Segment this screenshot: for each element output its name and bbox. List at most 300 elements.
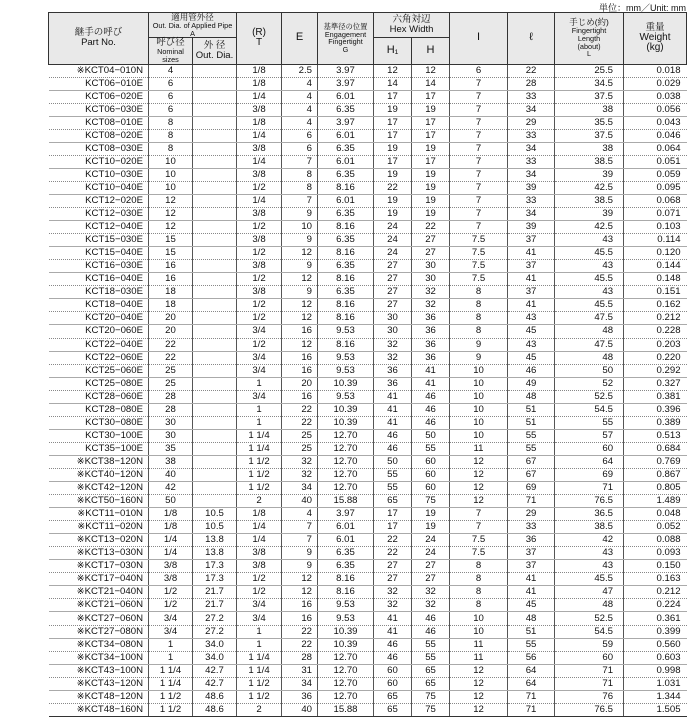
table-row	[49, 664, 687, 677]
cell-e: 7	[282, 155, 318, 168]
cell-part-no: KCT15−040E	[49, 247, 149, 260]
cell-engagement-g: 6.01	[318, 129, 374, 142]
cell-i: 10	[450, 403, 508, 416]
cell-hex-h1: 17	[374, 521, 412, 534]
cell-e: 12	[282, 573, 318, 586]
cell-length-l: 48	[555, 351, 624, 364]
cell-e: 9	[282, 286, 318, 299]
cell-i: 7	[450, 168, 508, 181]
cell-i: 7.5	[450, 260, 508, 273]
cell-length-l: 52.5	[555, 390, 624, 403]
cell-length-l: 76.5	[555, 703, 624, 716]
cell-i: 8	[450, 599, 508, 612]
header-e: E	[282, 13, 318, 65]
cell-i: 7	[450, 508, 508, 521]
cell-l: 45	[508, 325, 555, 338]
cell-nominal-size: 1 1/4	[149, 664, 193, 677]
cell-e: 9	[282, 234, 318, 247]
header-i: I	[450, 13, 508, 65]
cell-hex-h: 65	[412, 677, 450, 690]
cell-l: 67	[508, 468, 555, 481]
cell-i: 7	[450, 142, 508, 155]
cell-length-l: 54.5	[555, 625, 624, 638]
cell-length-l: 42.5	[555, 181, 624, 194]
cell-length-l: 71	[555, 677, 624, 690]
cell-part-no: ※KCT27−080N	[49, 625, 149, 638]
cell-l: 33	[508, 194, 555, 207]
cell-e: 16	[282, 325, 318, 338]
cell-length-l: 57	[555, 429, 624, 442]
cell-part-no: KCT28−080E	[49, 403, 149, 416]
cell-out-dia: 27.2	[193, 612, 237, 625]
cell-thread-t: 1 1/2	[237, 455, 282, 468]
cell-length-l: 43	[555, 286, 624, 299]
cell-out-dia	[193, 299, 237, 312]
cell-weight: 0.603	[624, 651, 687, 664]
cell-hex-h: 19	[412, 168, 450, 181]
table-row	[49, 77, 687, 90]
cell-engagement-g: 6.35	[318, 142, 374, 155]
cell-weight: 1.344	[624, 690, 687, 703]
cell-out-dia	[193, 273, 237, 286]
cell-l: 41	[508, 573, 555, 586]
cell-engagement-g: 8.16	[318, 338, 374, 351]
cell-weight: 0.150	[624, 560, 687, 573]
cell-nominal-size: 10	[149, 168, 193, 181]
cell-length-l: 43	[555, 234, 624, 247]
cell-thread-t: 1/4	[237, 521, 282, 534]
cell-hex-h1: 17	[374, 508, 412, 521]
cell-out-dia	[193, 260, 237, 273]
table-row	[49, 547, 687, 560]
cell-e: 16	[282, 390, 318, 403]
cell-weight: 0.059	[624, 168, 687, 181]
cell-hex-h: 46	[412, 403, 450, 416]
cell-out-dia	[193, 286, 237, 299]
cell-i: 10	[450, 364, 508, 377]
table-row	[49, 286, 687, 299]
table-row	[49, 325, 687, 338]
table-row	[49, 651, 687, 664]
cell-thread-t: 1/2	[237, 247, 282, 260]
cell-weight: 0.327	[624, 377, 687, 390]
cell-l: 33	[508, 155, 555, 168]
cell-i: 12	[450, 482, 508, 495]
cell-l: 33	[508, 90, 555, 103]
cell-weight: 0.684	[624, 442, 687, 455]
cell-nominal-size: 1/2	[149, 599, 193, 612]
cell-hex-h1: 46	[374, 442, 412, 455]
cell-thread-t: 1	[237, 377, 282, 390]
cell-nominal-size: 15	[149, 234, 193, 247]
table-row	[49, 64, 687, 77]
cell-length-l: 42	[555, 534, 624, 547]
cell-out-dia: 13.8	[193, 534, 237, 547]
cell-length-l: 43	[555, 560, 624, 573]
cell-engagement-g: 9.53	[318, 612, 374, 625]
cell-i: 6	[450, 64, 508, 77]
cell-length-l: 59	[555, 638, 624, 651]
cell-nominal-size: 1 1/4	[149, 677, 193, 690]
cell-hex-h: 19	[412, 208, 450, 221]
cell-hex-h1: 41	[374, 403, 412, 416]
table-row	[49, 377, 687, 390]
cell-nominal-size: 10	[149, 181, 193, 194]
cell-l: 51	[508, 416, 555, 429]
header-h: H	[412, 38, 450, 64]
cell-hex-h: 17	[412, 90, 450, 103]
cell-l: 39	[508, 221, 555, 234]
cell-e: 40	[282, 495, 318, 508]
cell-part-no: KCT06−020E	[49, 90, 149, 103]
cell-engagement-g: 10.39	[318, 403, 374, 416]
table-row	[49, 234, 687, 247]
cell-thread-t: 1 1/2	[237, 482, 282, 495]
cell-engagement-g: 9.53	[318, 390, 374, 403]
cell-e: 32	[282, 455, 318, 468]
cell-l: 36	[508, 534, 555, 547]
cell-hex-h1: 19	[374, 142, 412, 155]
cell-hex-h1: 22	[374, 547, 412, 560]
cell-i: 8	[450, 325, 508, 338]
cell-engagement-g: 12.70	[318, 468, 374, 481]
cell-engagement-g: 3.97	[318, 508, 374, 521]
cell-hex-h: 19	[412, 521, 450, 534]
cell-part-no: KCT12−030E	[49, 208, 149, 221]
cell-weight: 0.396	[624, 403, 687, 416]
cell-nominal-size: 3/8	[149, 560, 193, 573]
cell-l: 45	[508, 351, 555, 364]
cell-l: 55	[508, 429, 555, 442]
cell-part-no: KCT10−040E	[49, 181, 149, 194]
cell-hex-h1: 46	[374, 429, 412, 442]
cell-weight: 0.292	[624, 364, 687, 377]
cell-engagement-g: 10.39	[318, 638, 374, 651]
cell-l: 37	[508, 547, 555, 560]
cell-weight: 0.144	[624, 260, 687, 273]
cell-e: 28	[282, 651, 318, 664]
cell-hex-h: 36	[412, 325, 450, 338]
cell-e: 22	[282, 403, 318, 416]
cell-weight: 0.046	[624, 129, 687, 142]
cell-hex-h: 12	[412, 64, 450, 77]
cell-length-l: 39	[555, 208, 624, 221]
cell-hex-h: 46	[412, 416, 450, 429]
cell-e: 9	[282, 208, 318, 221]
cell-part-no: ※KCT04−010N	[49, 64, 149, 77]
cell-hex-h: 60	[412, 455, 450, 468]
cell-nominal-size: 1/8	[149, 521, 193, 534]
cell-weight: 0.103	[624, 221, 687, 234]
cell-weight: 0.018	[624, 64, 687, 77]
cell-thread-t: 1/8	[237, 64, 282, 77]
header-out-dia: 適用管外径 Out. Dia. of Applied Pipe A	[149, 13, 237, 38]
cell-thread-t: 1/2	[237, 312, 282, 325]
cell-part-no: ※KCT13−020N	[49, 534, 149, 547]
cell-e: 12	[282, 299, 318, 312]
cell-hex-h1: 27	[374, 260, 412, 273]
cell-thread-t: 1 1/4	[237, 429, 282, 442]
cell-i: 12	[450, 468, 508, 481]
cell-thread-t: 3/4	[237, 364, 282, 377]
cell-hex-h: 17	[412, 116, 450, 129]
cell-length-l: 60	[555, 651, 624, 664]
cell-part-no: KCT22−040E	[49, 338, 149, 351]
cell-nominal-size: 22	[149, 351, 193, 364]
cell-out-dia: 48.6	[193, 703, 237, 716]
cell-out-dia	[193, 90, 237, 103]
cell-hex-h1: 41	[374, 612, 412, 625]
cell-length-l: 45.5	[555, 573, 624, 586]
cell-e: 9	[282, 260, 318, 273]
cell-out-dia: 34.0	[193, 638, 237, 651]
cell-nominal-size: 1/2	[149, 586, 193, 599]
cell-part-no: ※KCT48−160N	[49, 703, 149, 716]
cell-weight: 0.120	[624, 247, 687, 260]
cell-hex-h: 46	[412, 390, 450, 403]
cell-i: 8	[450, 312, 508, 325]
cell-l: 51	[508, 403, 555, 416]
cell-thread-t: 1/8	[237, 508, 282, 521]
table-row	[49, 312, 687, 325]
cell-i: 11	[450, 651, 508, 664]
cell-nominal-size: 6	[149, 77, 193, 90]
cell-weight: 0.224	[624, 599, 687, 612]
cell-engagement-g: 8.16	[318, 221, 374, 234]
cell-part-no: KCT08−030E	[49, 142, 149, 155]
table-row	[49, 129, 687, 142]
cell-part-no: ※KCT48−120N	[49, 690, 149, 703]
cell-hex-h1: 65	[374, 703, 412, 716]
cell-engagement-g: 12.70	[318, 690, 374, 703]
cell-hex-h: 60	[412, 482, 450, 495]
cell-i: 12	[450, 664, 508, 677]
cell-out-dia	[193, 221, 237, 234]
cell-hex-h1: 27	[374, 560, 412, 573]
cell-length-l: 47.5	[555, 312, 624, 325]
cell-engagement-g: 3.97	[318, 116, 374, 129]
cell-l: 64	[508, 677, 555, 690]
cell-i: 7	[450, 116, 508, 129]
cell-out-dia	[193, 390, 237, 403]
cell-nominal-size: 1/4	[149, 534, 193, 547]
cell-hex-h: 55	[412, 638, 450, 651]
cell-engagement-g: 6.01	[318, 534, 374, 547]
table-row	[49, 260, 687, 273]
cell-l: 51	[508, 625, 555, 638]
cell-nominal-size: 10	[149, 155, 193, 168]
cell-l: 39	[508, 181, 555, 194]
cell-l: 55	[508, 638, 555, 651]
cell-thread-t: 2	[237, 703, 282, 716]
cell-weight: 0.381	[624, 390, 687, 403]
cell-hex-h: 27	[412, 247, 450, 260]
cell-e: 34	[282, 482, 318, 495]
cell-out-dia: 17.3	[193, 573, 237, 586]
spec-table-wrapper	[48, 12, 686, 717]
cell-hex-h: 27	[412, 573, 450, 586]
table-row	[49, 273, 687, 286]
table-row	[49, 442, 687, 455]
cell-nominal-size: 30	[149, 416, 193, 429]
cell-nominal-size: 40	[149, 468, 193, 481]
cell-length-l: 60	[555, 442, 624, 455]
cell-nominal-size: 1	[149, 651, 193, 664]
cell-length-l: 64	[555, 455, 624, 468]
table-row	[49, 103, 687, 116]
cell-i: 8	[450, 586, 508, 599]
cell-nominal-size: 6	[149, 103, 193, 116]
cell-nominal-size: 18	[149, 299, 193, 312]
cell-nominal-size: 1 1/2	[149, 703, 193, 716]
cell-i: 12	[450, 455, 508, 468]
cell-part-no: ※KCT27−060N	[49, 612, 149, 625]
cell-hex-h: 55	[412, 442, 450, 455]
cell-nominal-size: 28	[149, 403, 193, 416]
cell-weight: 0.513	[624, 429, 687, 442]
cell-engagement-g: 8.16	[318, 312, 374, 325]
cell-hex-h: 32	[412, 586, 450, 599]
cell-e: 8	[282, 181, 318, 194]
cell-length-l: 45.5	[555, 299, 624, 312]
cell-hex-h1: 46	[374, 651, 412, 664]
header-outdia: 外 径 Out. Dia.	[193, 38, 237, 64]
cell-part-no: ※KCT21−060N	[49, 599, 149, 612]
cell-weight: 0.228	[624, 325, 687, 338]
cell-out-dia	[193, 103, 237, 116]
cell-part-no: KCT22−060E	[49, 351, 149, 364]
cell-nominal-size: 3/4	[149, 612, 193, 625]
cell-weight: 0.220	[624, 351, 687, 364]
cell-nominal-size: 3/8	[149, 573, 193, 586]
cell-out-dia	[193, 116, 237, 129]
cell-l: 41	[508, 586, 555, 599]
cell-i: 8	[450, 560, 508, 573]
table-row	[49, 90, 687, 103]
cell-weight: 0.998	[624, 664, 687, 677]
cell-thread-t: 1/8	[237, 116, 282, 129]
cell-out-dia	[193, 194, 237, 207]
cell-l: 34	[508, 168, 555, 181]
cell-out-dia: 27.2	[193, 625, 237, 638]
cell-thread-t: 3/8	[237, 103, 282, 116]
cell-out-dia: 10.5	[193, 508, 237, 521]
cell-part-no: ※KCT11−020N	[49, 521, 149, 534]
cell-length-l: 34.5	[555, 77, 624, 90]
cell-e: 4	[282, 103, 318, 116]
cell-hex-h1: 17	[374, 116, 412, 129]
cell-thread-t: 1/4	[237, 194, 282, 207]
cell-hex-h: 27	[412, 560, 450, 573]
cell-hex-h1: 17	[374, 155, 412, 168]
cell-e: 8	[282, 168, 318, 181]
cell-length-l: 47.5	[555, 338, 624, 351]
cell-engagement-g: 6.01	[318, 90, 374, 103]
cell-nominal-size: 12	[149, 221, 193, 234]
cell-i: 7	[450, 194, 508, 207]
cell-thread-t: 1/2	[237, 573, 282, 586]
cell-i: 7.5	[450, 234, 508, 247]
cell-out-dia	[193, 234, 237, 247]
cell-thread-t: 3/4	[237, 351, 282, 364]
cell-engagement-g: 15.88	[318, 703, 374, 716]
cell-l: 37	[508, 234, 555, 247]
cell-thread-t: 3/8	[237, 142, 282, 155]
cell-i: 8	[450, 299, 508, 312]
cell-hex-h1: 41	[374, 625, 412, 638]
cell-nominal-size: 50	[149, 495, 193, 508]
cell-part-no: KCT15−030E	[49, 234, 149, 247]
cell-i: 11	[450, 638, 508, 651]
cell-e: 2.5	[282, 64, 318, 77]
cell-hex-h: 75	[412, 690, 450, 703]
cell-part-no: KCT08−020E	[49, 129, 149, 142]
cell-part-no: ※KCT50−160N	[49, 495, 149, 508]
cell-l: 34	[508, 142, 555, 155]
cell-part-no: ※KCT34−080N	[49, 638, 149, 651]
cell-l: 34	[508, 208, 555, 221]
cell-weight: 0.093	[624, 547, 687, 560]
cell-engagement-g: 12.70	[318, 651, 374, 664]
cell-hex-h1: 27	[374, 299, 412, 312]
cell-i: 7	[450, 521, 508, 534]
cell-engagement-g: 12.70	[318, 482, 374, 495]
cell-e: 16	[282, 599, 318, 612]
cell-out-dia: 48.6	[193, 690, 237, 703]
table-row	[49, 221, 687, 234]
cell-part-no: ※KCT43−120N	[49, 677, 149, 690]
cell-weight: 0.114	[624, 234, 687, 247]
cell-length-l: 43	[555, 547, 624, 560]
cell-out-dia	[193, 142, 237, 155]
cell-part-no: KCT12−040E	[49, 221, 149, 234]
cell-nominal-size: 18	[149, 286, 193, 299]
cell-length-l: 45.5	[555, 247, 624, 260]
cell-engagement-g: 9.53	[318, 364, 374, 377]
cell-thread-t: 1/2	[237, 299, 282, 312]
cell-nominal-size: 22	[149, 338, 193, 351]
cell-hex-h: 32	[412, 299, 450, 312]
cell-hex-h1: 55	[374, 482, 412, 495]
cell-l: 43	[508, 338, 555, 351]
cell-e: 31	[282, 664, 318, 677]
cell-nominal-size: 12	[149, 194, 193, 207]
cell-nominal-size: 20	[149, 325, 193, 338]
cell-hex-h: 27	[412, 234, 450, 247]
cell-engagement-g: 3.97	[318, 64, 374, 77]
cell-nominal-size: 6	[149, 90, 193, 103]
cell-length-l: 39	[555, 168, 624, 181]
cell-engagement-g: 6.01	[318, 194, 374, 207]
cell-weight: 0.029	[624, 77, 687, 90]
cell-thread-t: 3/4	[237, 390, 282, 403]
cell-engagement-g: 15.88	[318, 495, 374, 508]
cell-l: 69	[508, 482, 555, 495]
cell-part-no: KCT35−100E	[49, 442, 149, 455]
cell-thread-t: 1	[237, 638, 282, 651]
cell-engagement-g: 12.70	[318, 664, 374, 677]
table-row	[49, 338, 687, 351]
cell-l: 37	[508, 560, 555, 573]
table-row	[49, 625, 687, 638]
table-row	[49, 364, 687, 377]
cell-part-no: KCT06−030E	[49, 103, 149, 116]
cell-i: 10	[450, 625, 508, 638]
cell-weight: 0.148	[624, 273, 687, 286]
cell-l: 29	[508, 116, 555, 129]
cell-engagement-g: 8.16	[318, 273, 374, 286]
header-hex-width: 六角対辺 Hex Width	[374, 13, 450, 38]
